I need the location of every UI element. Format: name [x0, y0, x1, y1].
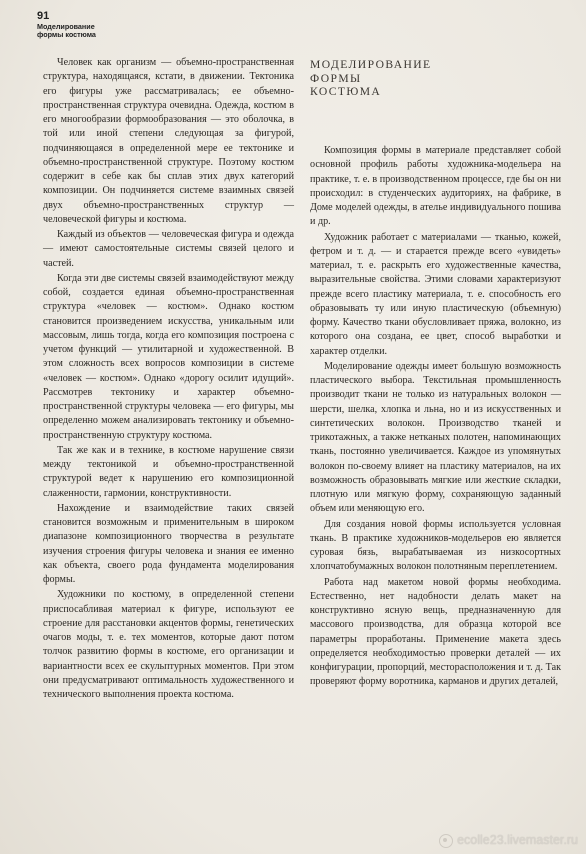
- paragraph: Для создания новой формы используется условная ткань. В практике художников-модельеров ею является суровая бязь, вырабатываемая из низкосортных хлопчатобумажных волокон полотняным переплетением.: [310, 518, 561, 573]
- paragraph: Моделирование одежды имеет большую возможность пластического выбора. Текстильная промышленность производит ткани не только из натуральных волокон — шерсти, шелка, хлопка и льна, но и из искусственных и синтетических волокон. Производство тканей и трикотажных, а также нетканых полотен, напоминающих ткань, постоянно увеличивается. Каждое из упомянутых волокон по-своему влияет на пластику материалов, на их возможность образовывать мягкие или жесткие складки, плотную или мягкую форму, сохраняющую заданный объем или меняющую его.: [310, 360, 561, 515]
- paragraph: Художники по костюму, в определенной степени приспосабливая материал к фигуре, используют ее строение для расстановки акцентов формы, генетических очагов моды, т. е. тех моментов, которые дают потом толчок развитию формы в костюме, его организации и вариантности всех ее скульптурных моментов. При этом они предусматривают оптимальность художественного и технического выполнения проекта костюма.: [43, 589, 294, 700]
- paragraph: Работа над макетом новой формы необходима. Естественно, нет надобности делать макет на конструктивно ясную вещь, предназначенную для массового производства, для образца которой все параметры проработаны. Применение макета здесь определяется необходимостью проверки деталей — их конфигурации, пропорций, месторасположения и т. д. Так проверяют форму воротника, карманов и других деталей,: [310, 576, 561, 688]
- watermark-logo-icon: [439, 834, 453, 848]
- paragraph: Каждый из объектов — человеческая фигура и одежда — имеют самостоятельные системы связей целого и частей.: [43, 229, 294, 269]
- paragraph: Художник работает с материалами — тканью, кожей, фетром и т. д. — и старается прежде всего «увидеть» материал, т. е. раскрыть его художественные качества, выразительные свойства. Этими словами характеризуют прежде всего пластику материала, т. е. способность его образовывать ту или иную пластическую (объемную) форму. Качество ткани обусловливает пряжа, волокно, из которого она создана, ее цвет, способ выработки и характер отделки.: [310, 231, 561, 357]
- section-title-line-3: КОСТЮМА: [310, 85, 382, 99]
- paragraph: Композиция формы в материале представляет собой основной профиль работы художника-модельера на практике, т. е. в производственном процессе, где бы он ни происходил: в студенческих аудиториях, на фабрике, в Доме моделей одежды, в ателье индивидуального пошива и др.: [310, 145, 561, 228]
- section-title-line-2: ФОРМЫ: [310, 71, 362, 85]
- running-head-line-1: Моделирование: [37, 22, 95, 31]
- running-head: [37, 23, 117, 39]
- paragraph: Нахождение и взаимодействие таких связей становится возможным и применительным в широком диапазоне композиционного творчества в результате изучения строения фигуры человека и знания ее именно как объекта, своего рода фундамента моделирования формы.: [43, 502, 294, 585]
- page-number: 91: [37, 10, 50, 22]
- section-title: [310, 58, 460, 99]
- watermark-text: ecolle23.livemaster.ru: [457, 833, 578, 848]
- section-title-line-1: МОДЕЛИРОВАНИЕ: [310, 58, 432, 71]
- paragraph: Человек как организм — объемно-пространственная структура, находящаяся, кстати, в движении. Тектоника его фигуры уже рассматривалась; ее объемно-пространственная структура очевидна. Одежда, костюм в его многообразии формообразования — это оболочка, в той или иной степени следующая за фигурой, подчиняющаяся в определенной мере ее тектонике и объемно-пространственной структуре. Поэтому костюм содержит в себе как бы сплав этих двух категорий композиции. Он подчиняется системе взаимных связей двух объемно-пространственных структур — человеческой фигуры и костюма.: [43, 57, 294, 225]
- right-column: [310, 144, 561, 690]
- paragraph: Когда эти две системы связей взаимодействуют между собой, создается единая объемно-пространственная структура «человек — костюм». Однако костюм становится произведением искусства, уникальным или массовым, лишь тогда, когда его композиция построена с учетом функций — утилитарной и художественной. В этом сложность всех вопросов композиции в системе «человек — костюм». Однако «дорогу осилит идущий». Рассмотрев тектонику и характер объемно-пространственной структуры человека — его фигуры, мы определенно можем анализировать тектонику и объемно-пространственную структуру костюма.: [43, 272, 294, 441]
- running-head-line-2: формы костюма: [37, 30, 96, 39]
- left-column: [43, 56, 294, 702]
- paragraph: Так же как и в технике, в костюме нарушение связи между тектоникой и объемно-пространственной структурой ведет к нарушению его композиционной слаженности, гармонии, конструктивности.: [43, 444, 294, 499]
- watermark: [439, 833, 578, 848]
